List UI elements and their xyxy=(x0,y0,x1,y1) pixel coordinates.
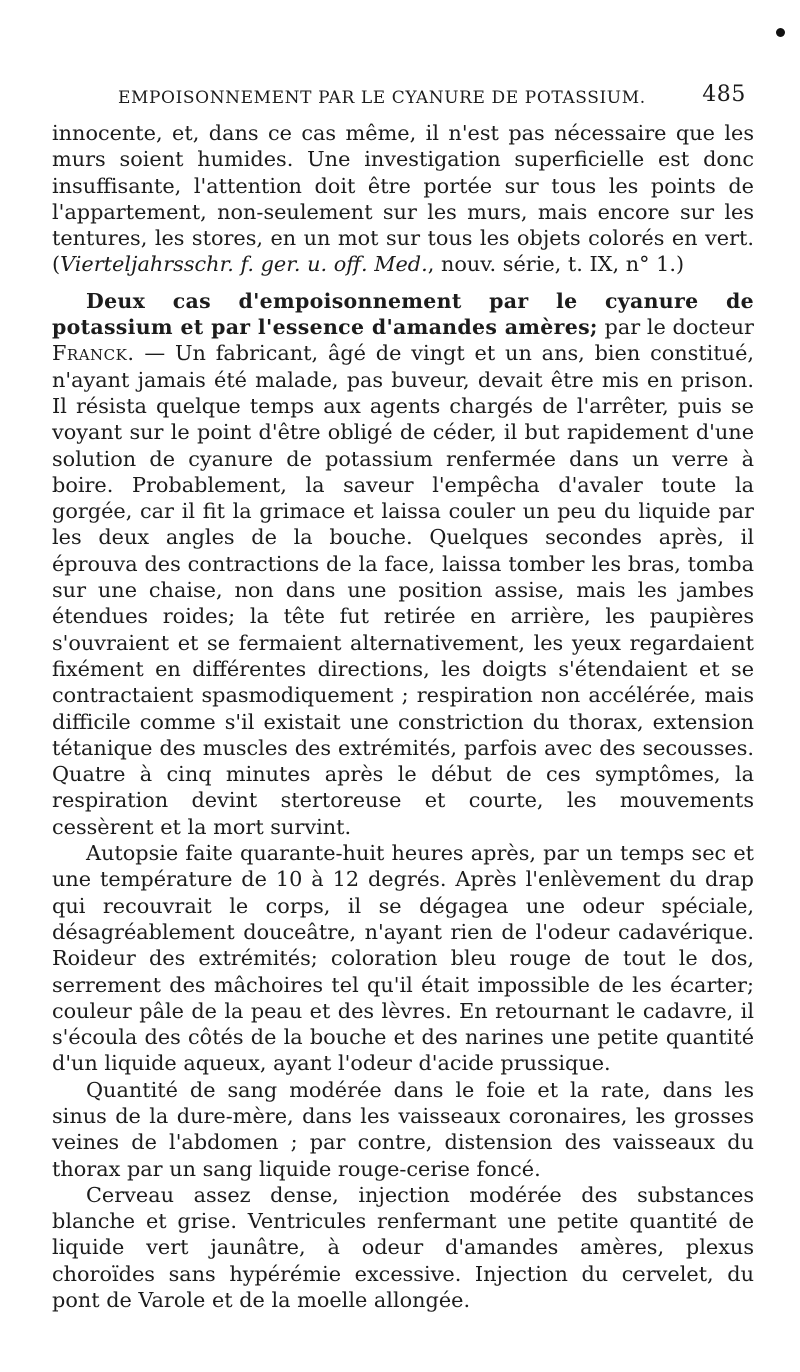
article-paragraph xyxy=(52,288,754,840)
ink-mark xyxy=(776,28,785,37)
citation-details: , nouv. série, t. IX, n° 1.) xyxy=(427,252,685,277)
autopsy-paragraph: Autopsie faite quarante-huit heures après, par un temps sec et une température de 10 à 12 degrés. Après l'enlèvement du drap qui recouvrait le corps, il se dégagea une odeur spéciale, désagréablement douceâtre, n'ayant rien de l'odeur cadavérique. Roideur des extrémités; coloration bleu rouge de tout le dos, serrement des mâchoires tel qu'il était impossible de les écarter; couleur pâle de la peau et des lèvres. En retournant le cadavre, il s'écoula des côtés de la bouche et des narines une petite quantité d'un liquide aqueux, ayant l'odeur d'acide prussique. xyxy=(52,841,754,1076)
byline-text: par le docteur xyxy=(597,315,755,340)
page-body xyxy=(52,120,754,1313)
blood-paragraph: Quantité de sang modérée dans le foie et la rate, dans les sinus de la dure-mère, dans les vaisseaux coronaires, les grosses veines de l'abdomen ; par contre, distension des vaisseaux du thorax par un sang liquide rouge-cerise foncé. xyxy=(52,1077,754,1181)
journal-citation: Vierteljahrsschr. f. ger. u. off. Med. xyxy=(60,252,428,277)
paragraph-text: innocente, et, dans ce cas même, il n'est pas nécessaire que les murs soient humides. Une investigation superficielle est donc insuffisante, l'attention doit être portée sur tous les points de l'appartement, non-seulement sur les murs, mais encore sur les tentures, les stores, en un mot sur tous les objets colorés en vert. ( xyxy=(52,121,754,277)
page-number: 485 xyxy=(702,82,746,107)
article-heading: Deux cas d'empoisonnement par le cyanure de potassium et par l'essence d'amandes amères; xyxy=(52,288,754,340)
brain-paragraph: Cerveau assez dense, injection modérée des substances blanche et grise. Ventricules renfermant une petite quantité de liquide vert jaunâtre, à odeur d'amandes amères, plexus choroïdes sans hypérémie excessive. Injection du cervelet, du pont de Varole et de la moelle allongée. xyxy=(52,1182,754,1313)
paragraph-text: — Un fabricant, âgé de vingt et un ans, bien constitué, n'ayant jamais été malade, pas buveur, devait être mis en prison. Il résista quelque temps aux agents chargés de l'arrêter, puis se voyant sur le point d'être obligé de céder, il but rapidement d'une solution de cyanure de potassium renfermée dans un verre à boire. Probablement, la saveur l'empêcha d'avaler toute la gorgée, car il fit la grimace et laissa couler un peu du liquide par les deux angles de la bouche. Quelques secondes après, il éprouva des contractions de la face, laissa tomber les bras, tomba sur une chaise, non dans une position assise, mais les jambes étendues roides; la tête fut retirée en arrière, les paupières s'ouvraient et se fermaient alternativement, les yeux regardaient fixément en différentes directions, les doigts s'étendaient et se contractaient spasmodiquement ; respiration non accélérée, mais difficile comme s'il existait une constriction du thorax, extension tétanique des muscles des extrémités, parfois avec des secousses. Quatre à cinq minutes après le début de ces symptômes, la respiration devint stertoreuse et courte, les mouvements cessèrent et la mort survint. xyxy=(52,341,754,839)
running-head-title: EMPOISONNEMENT PAR LE CYANURE DE POTASSIUM. xyxy=(118,88,646,108)
running-head xyxy=(52,80,754,120)
author-name: Franck. xyxy=(52,341,135,366)
paragraph-continuation xyxy=(52,120,754,278)
